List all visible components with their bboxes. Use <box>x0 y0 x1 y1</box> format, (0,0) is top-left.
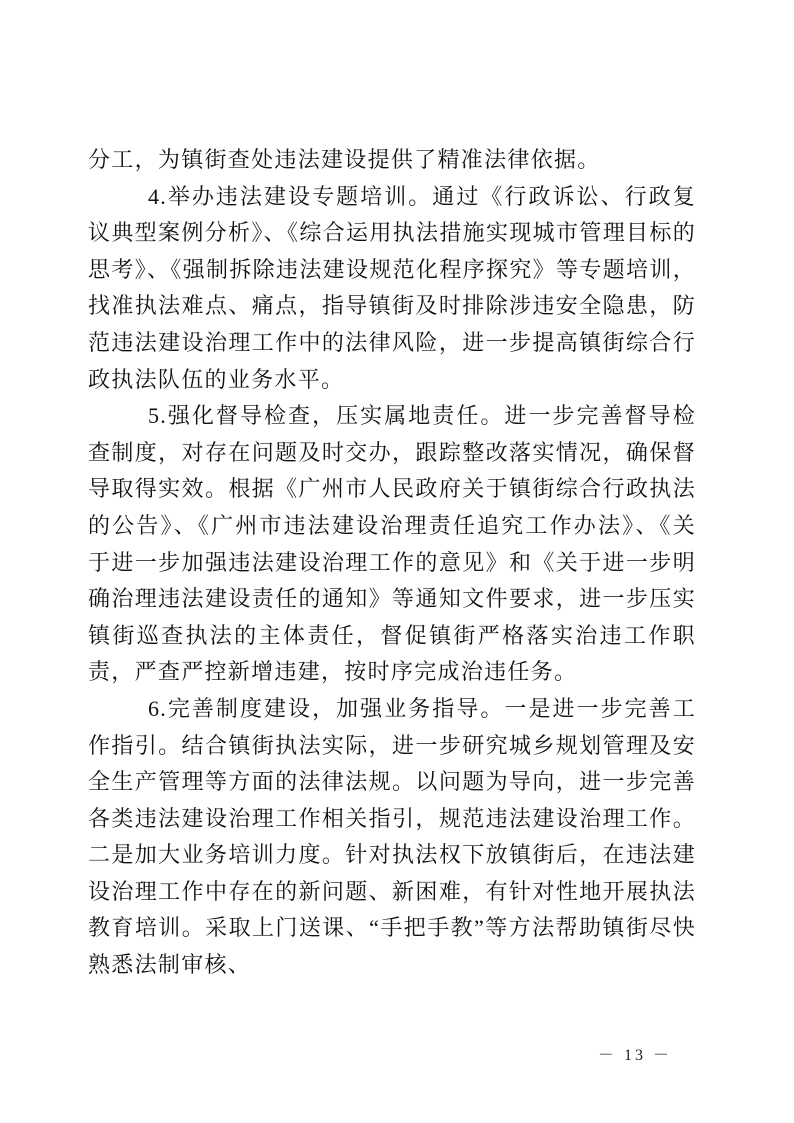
document-body <box>88 142 696 984</box>
paragraph-continuation: 分工，为镇街查处违法建设提供了精准法律依据。 <box>88 147 601 172</box>
paragraph-item-6: 6.完善制度建设，加强业务指导。一是进一步完善工作指引。结合镇街执法实际，进一步研究城乡规划管理及安全生产管理等方面的法律法规。以问题为导向，进一步完善各类违法建设治理工作相关指引，规范违法建设治理工作。二是加大业务培训力度。针对执法权下放镇街后，在违法建设治理工作中存在的新问题、新困难，有针对性地开展执法教育培训。采取上门送课、“手把手教”等方法帮助镇街尽快熟悉法制审核、 <box>88 695 696 978</box>
paragraph-item-4: 4.举办违法建设专题培训。通过《行政诉讼、行政复议典型案例分析》、《综合运用执法措施实现城市管理目标的思考》、《强制拆除违法建设规范化程序探究》等专题培训，找准执法难点、痛点，指导镇街及时排除涉违安全隐患，防范违法建设治理工作中的法律风险，进一步提高镇街综合行政执法队伍的业务水平。 <box>88 183 696 392</box>
paragraph-item-5: 5.强化督导检查，压实属地责任。进一步完善督导检查制度，对存在问题及时交办，跟踪整改落实情况，确保督导取得实效。根据《广州市人民政府关于镇街综合行政执法的公告》、《广州市违法建设治理责任追究工作办法》、《关于进一步加强违法建设治理工作的意见》和《关于进一步明确治理违法建设责任的通知》等通知文件要求，进一步压实镇街巡查执法的主体责任，督促镇街严格落实治违工作职责，严查严控新增违建，按时序完成治违任务。 <box>88 403 696 685</box>
page-number: － 13 － <box>598 1047 673 1064</box>
